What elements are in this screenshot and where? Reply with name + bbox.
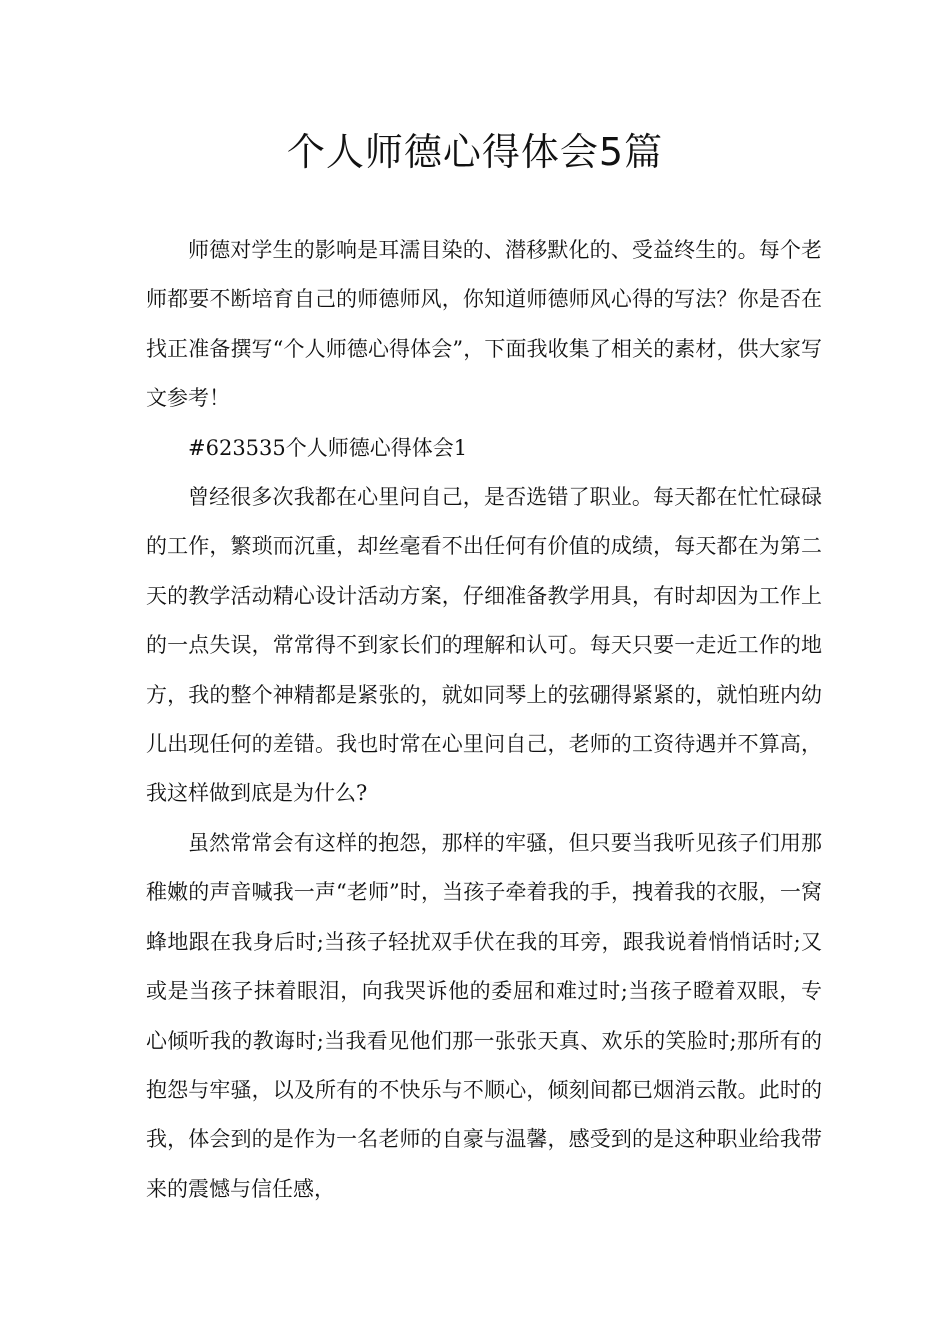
body-paragraph: 曾经很多次我都在心里问自己，是否选错了职业。每天都在忙忙碌碌的工作，繁琐而沉重，却丝毫看不出任何有价值的成绩，每天都在为第二天的教学活动精心设计活动方案，仔细准备教学用具，有时却因为工作上的一点失误，常常得不到家长们的理解和认可。每天只要一走近工作的地方，我的整个神精都是紧张的，就如同琴上的弦硼得紧紧的，就怕班内幼儿出现任何的差错。我也时常在心里问自己，老师的工资待遇并不算高，我这样做到底是为什么? (146, 485, 822, 806)
document-title: 个人师德心得体会5篇 (286, 130, 664, 174)
body-paragraph: 虽然常常会有这样的抱怨，那样的牢骚，但只要当我听见孩子们用那稚嫩的声音喊我一声“老师”时，当孩子牵着我的手，拽着我的衣服，一窝蜂地跟在我身后时;当孩子轻扰双手伏在我的耳旁，跟我说着悄悄话时;又或是当孩子抹着眼泪，向我哭诉他的委屈和难过时;当孩子瞪着双眼，专心倾听我的教诲时;当我看见他们那一张张天真、欢乐的笑脸时;那所有的抱怨与牢骚，以及所有的不快乐与不顺心，倾刻间都已烟消云散。此时的我，体会到的是作为一名老师的自豪与温馨，感受到的是这种职业给我带来的震憾与信任感， (146, 830, 822, 1201)
section-heading: #623535个人师德心得体会1 (188, 435, 468, 460)
intro-paragraph: 师德对学生的影响是耳濡目染的、潜移默化的、受益终生的。每个老师都要不断培育自己的师德师风，你知道师德师风心得的写法？你是否在找正准备撰写“个人师德心得体会”，下面我收集了相关的素材，供大家写文参考！ (146, 238, 822, 411)
document-body (146, 226, 822, 1214)
